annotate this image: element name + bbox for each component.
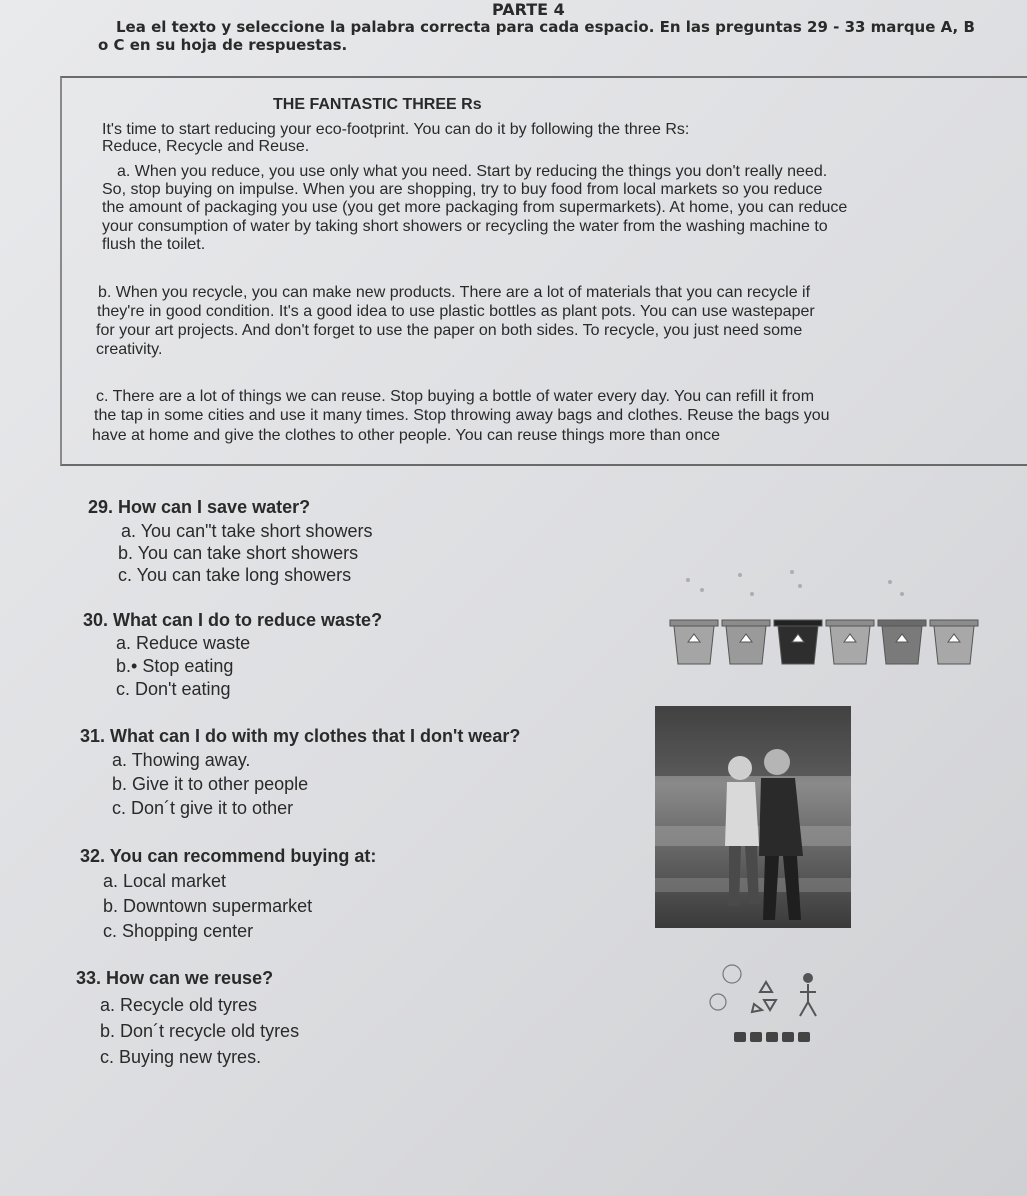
reading-line: b. When you recycle, you can make new products. There are a lot of materials that you can recycle if — [98, 284, 811, 301]
reading-line: they're in good condition. It's a good idea to use plastic bottles as plant pots. You can use wastepaper — [97, 303, 815, 320]
reading-line: for your art projects. And don't forget to use the paper on both sides. To recycle, you just need some — [96, 322, 803, 339]
option-32a[interactable]: a. Local market — [103, 871, 227, 891]
reading-line: creativity. — [96, 341, 163, 358]
part-label: PARTE 4 — [492, 0, 565, 19]
reading-line: the tap in some cities and use it many times. Stop throwing away bags and clothes. Reuse the bags you — [94, 407, 830, 424]
question-33: 33. How can we reuse? — [76, 968, 274, 988]
reading-line: a. When you reduce, you use only what you need. Start by reducing the things you don't really need. — [117, 163, 828, 180]
recycle-bins-icon — [662, 560, 980, 670]
reading-line: flush the toilet. — [102, 236, 206, 253]
option-32b[interactable]: b. Downtown supermarket — [103, 896, 313, 916]
option-30c[interactable]: c. Don't eating — [116, 679, 231, 699]
option-30a[interactable]: a. Reduce waste — [116, 633, 251, 653]
option-33b[interactable]: b. Don´t recycle old tyres — [100, 1021, 300, 1041]
option-30b[interactable]: b.• Stop eating — [116, 656, 234, 676]
reading-line: have at home and give the clothes to other people. You can reuse things more than once — [92, 427, 720, 444]
option-31c[interactable]: c. Don´t give it to other — [112, 798, 294, 818]
reading-line: It's time to start reducing your eco-footprint. You can do it by following the three Rs: — [102, 121, 690, 138]
option-31b[interactable]: b. Give it to other people — [112, 774, 309, 794]
option-33a[interactable]: a. Recycle old tyres — [100, 995, 258, 1015]
reading-line: c. There are a lot of things we can reuse. Stop buying a bottle of water every day. You can refill it from — [96, 388, 815, 405]
question-30: 30. What can I do to reduce waste? — [83, 610, 383, 630]
option-29b[interactable]: b. You can take short showers — [118, 543, 359, 563]
option-31a[interactable]: a. Thowing away. — [112, 750, 251, 770]
question-31: 31. What can I do with my clothes that I don't wear? — [80, 726, 521, 746]
reading-line: Reduce, Recycle and Reuse. — [102, 138, 310, 155]
question-32: 32. You can recommend buying at: — [80, 846, 377, 866]
reading-line: your consumption of water by taking short showers or recycling the water from the washing machine to — [102, 218, 828, 235]
option-29a[interactable]: a. You can"t take short showers — [121, 521, 373, 541]
reading-title: THE FANTASTIC THREE Rs — [273, 96, 482, 113]
reading-line: the amount of packaging you use (you get more packaging from supermarkets). At home, you can reduce — [102, 199, 848, 216]
instruction-line-2: o C en su hoja de respuestas. — [98, 36, 348, 54]
recycle-symbol-icon — [704, 962, 832, 1046]
instruction-line-1: Lea el texto y seleccione la palabra correcta para cada espacio. En las preguntas 29 - 33 marque A, B — [116, 18, 975, 36]
question-29: 29. How can I save water? — [88, 497, 311, 517]
option-33c[interactable]: c. Buying new tyres. — [100, 1047, 262, 1067]
option-32c[interactable]: c. Shopping center — [103, 921, 254, 941]
reading-line: So, stop buying on impulse. When you are shopping, try to buy food from local markets so you reduce — [102, 181, 823, 198]
option-29c[interactable]: c. You can take long showers — [118, 565, 352, 585]
couple-walking-photo — [655, 706, 851, 928]
